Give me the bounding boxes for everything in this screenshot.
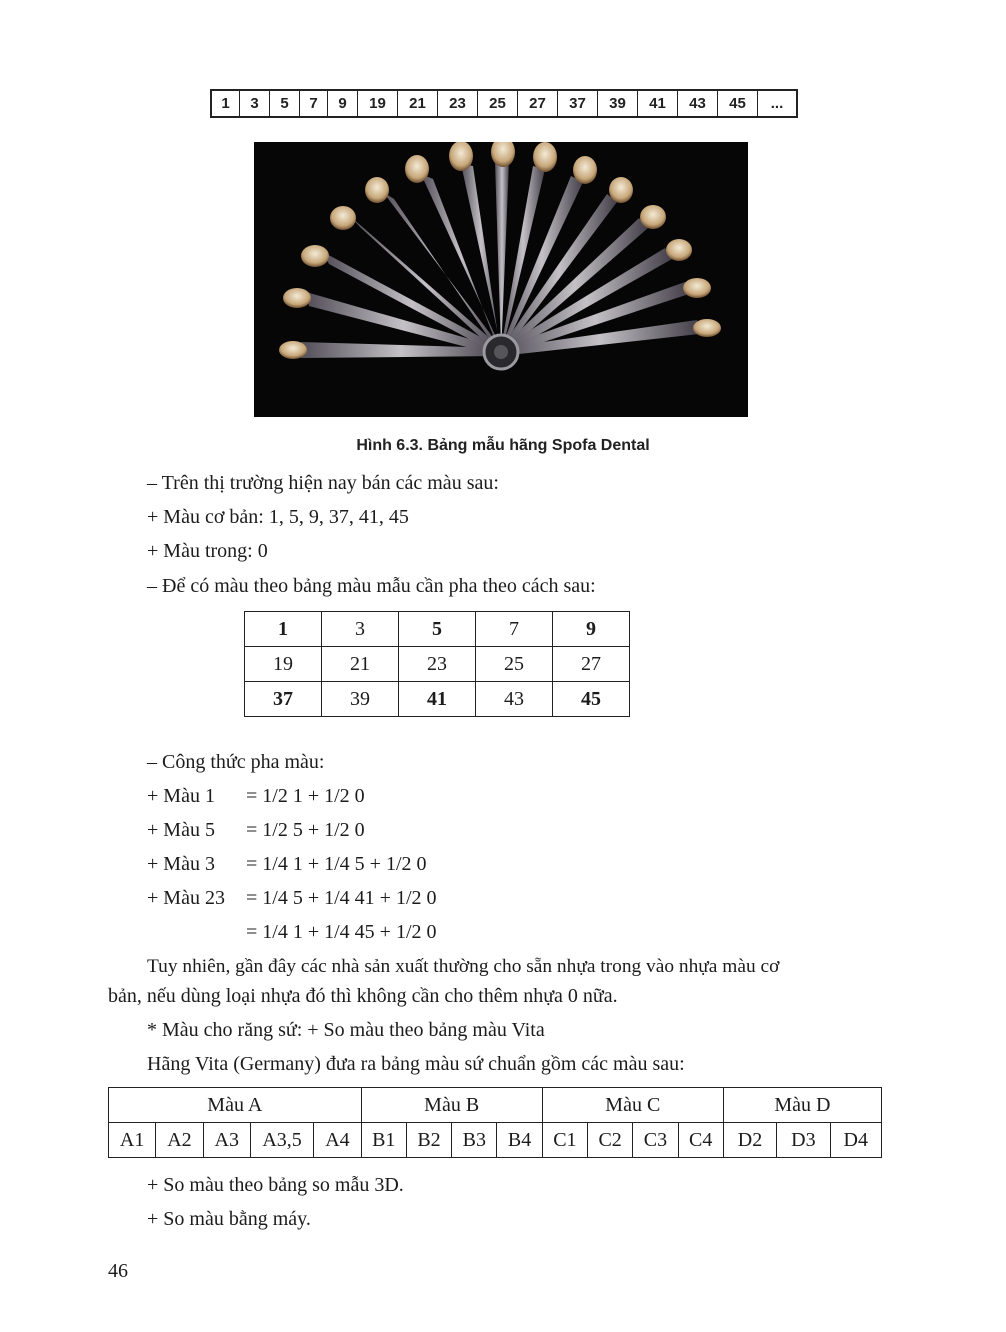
shade-strip-cell: ... [770,95,784,112]
figure-caption: Hình 6.3. Bảng mẫu hãng Spofa Dental [356,437,650,454]
table-cell: 43 [476,682,553,717]
table-row [109,1088,882,1123]
shade-strip-cell: 5 [270,91,300,116]
table-cell: 45 [553,682,630,717]
formula-expression: = 1/4 1 + 1/4 5 + 1/2 0 [246,853,427,875]
table-cell: B3 [452,1123,497,1158]
table-cell: A1 [109,1123,156,1158]
table-cell: 41 [399,682,476,717]
table-cell: C1 [542,1123,587,1158]
table-cell: A2 [156,1123,203,1158]
paragraph-market: – Trên thị trường hiện nay bán các màu sau: [147,472,499,494]
table-header-cell: Màu D [723,1088,881,1123]
table-cell: 19 [245,647,322,682]
table-cell: A3 [203,1123,250,1158]
table-cell: 7 [476,612,553,647]
formula-label: + Màu 5 [147,819,215,841]
shade-strip-cell: 37 [558,91,598,116]
table-cell: 21 [322,647,399,682]
formula-expression: = 1/2 1 + 1/2 0 [246,785,365,807]
formula-label: + Màu 1 [147,785,215,807]
shade-strip-cell: 27 [518,91,558,116]
table-cell: 9 [553,612,630,647]
shade-strip-cell: 41 [638,91,678,116]
table-cell: 39 [322,682,399,717]
shade-strip-cell: 39 [598,91,638,116]
shade-number-strip [210,89,798,118]
table-cell: D4 [830,1123,881,1158]
paragraph-3d-guide: + So màu theo bảng so mẫu 3D. [147,1174,404,1196]
table-cell: A3,5 [250,1123,313,1158]
formula-expression: = 1/4 5 + 1/4 41 + 1/2 0 [246,887,437,909]
table-row [109,1123,882,1158]
table-header-cell: Màu B [361,1088,542,1123]
paragraph-vita: Hãng Vita (Germany) đưa ra bảng màu sứ chuẩn gồm các màu sau: [147,1053,685,1075]
page-number: 46 [108,1260,128,1282]
paragraph-machine: + So màu bằng máy. [147,1208,311,1230]
paragraph-however-line2: bản, nếu dùng loại nhựa đó thì không cần cho thêm nhựa 0 nữa. [108,985,618,1007]
shade-strip-cell: 25 [478,91,518,116]
table-cell: C4 [678,1123,723,1158]
shade-guide-photo [254,142,748,417]
table-cell: 3 [322,612,399,647]
formula-label: + Màu 23 [147,887,225,909]
formula-expression: = 1/4 1 + 1/4 45 + 1/2 0 [246,921,437,943]
shade-strip-cell: 19 [358,91,398,116]
table-cell: B4 [497,1123,542,1158]
table-cell: 27 [553,647,630,682]
shade-strip-cell: 21 [398,91,438,116]
shade-guide-fan-image [254,142,748,417]
table-cell: 25 [476,647,553,682]
table-cell: 1 [245,612,322,647]
shade-strip-cell: 45 [718,91,758,116]
formula-expression: = 1/2 5 + 1/2 0 [246,819,365,841]
table-cell: A4 [314,1123,361,1158]
table-header-cell: Màu A [109,1088,362,1123]
formula-label: + Màu 3 [147,853,215,875]
table-row [245,647,630,682]
paragraph-clear-color: + Màu trong: 0 [147,540,268,562]
table-cell: C2 [588,1123,633,1158]
table-row [245,612,630,647]
paragraph-basic-colors: + Màu cơ bản: 1, 5, 9, 37, 41, 45 [147,506,409,528]
shade-strip-cell: 1 [212,91,240,116]
shade-strip-cell: 3 [240,91,270,116]
table-cell: 23 [399,647,476,682]
shade-strip-cell: 7 [300,91,328,116]
table-cell: C3 [633,1123,678,1158]
vita-shade-table [108,1087,882,1158]
paragraph-porcelain: * Màu cho răng sứ: + So màu theo bảng màu Vita [147,1019,545,1041]
table-cell: D3 [777,1123,830,1158]
shade-strip-cell: 43 [678,91,718,116]
shade-strip-cell: 23 [438,91,478,116]
table-cell: D2 [723,1123,776,1158]
shade-strip-cell: 9 [328,91,358,116]
table-row [245,682,630,717]
table-header-cell: Màu C [542,1088,723,1123]
formula-title: – Công thức pha màu: [147,751,325,773]
table-cell: 5 [399,612,476,647]
paragraph-however-line1: Tuy nhiên, gần đây các nhà sản xuất thường cho sẵn nhựa trong vào nhựa màu cơ [147,956,780,977]
table-cell: B1 [361,1123,406,1158]
paragraph-mix-intro: – Để có màu theo bảng màu mẫu cần pha theo cách sau: [147,575,596,597]
table-cell: B2 [406,1123,451,1158]
table-cell: 37 [245,682,322,717]
color-mix-table [244,611,630,717]
